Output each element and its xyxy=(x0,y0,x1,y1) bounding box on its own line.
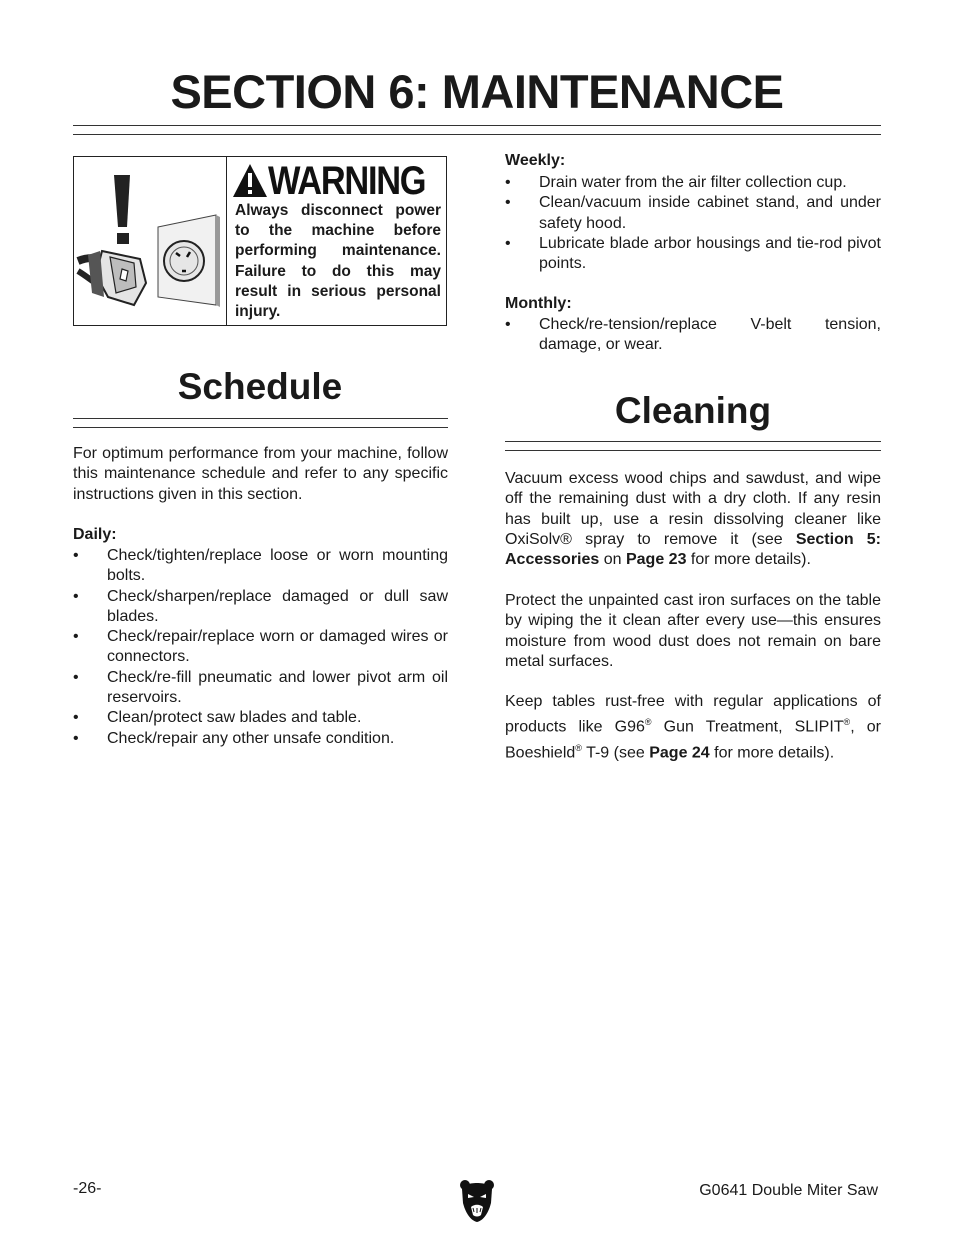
schedule-heading: Schedule xyxy=(177,366,343,407)
list-item: • Lubricate blade arbor housings and tie-rod pivot points. xyxy=(505,234,881,273)
list-item: • Drain water from the air filter collection cup. xyxy=(505,174,847,191)
weekly-list xyxy=(505,173,881,274)
section-5-reference: Section 5: Accessories xyxy=(505,530,882,569)
exclamation-plug-icon xyxy=(74,157,227,325)
monthly-list xyxy=(505,315,881,356)
cleaning-paragraph-1: Vacuum excess wood chips and sawdust, and wipe off the remaining dust with a dry cloth. If any resin has built up, use a resin dissolving cleaner like OxiSolv® spray to remove it (see Section 5: Accessories on Page 23 for more details). xyxy=(505,470,882,569)
cleaning-paragraph-2: Protect the unpainted cast iron surfaces on the table by wiping the it clean after every use—this ensures moisture from wood dust does not remain on bare metal surfaces. xyxy=(505,592,881,670)
warning-header-text: WARNING xyxy=(268,159,426,203)
page-title: SECTION 6: MAINTENANCE xyxy=(170,65,784,118)
daily-list xyxy=(73,546,448,749)
warning-text: Always disconnect power to the machine before performing maintenance. Failure to do this may result in serious personal injury. xyxy=(235,202,441,321)
page-24-reference: Page 24 xyxy=(649,744,710,762)
list-item: • Check/repair/replace worn or damaged wires or connectors. xyxy=(73,628,448,666)
title-rule xyxy=(73,125,881,135)
warning-header xyxy=(232,161,442,201)
list-item: • Check/re-fill pneumatic and lower pivot arm oil reservoirs. xyxy=(73,668,448,707)
schedule-rule xyxy=(73,418,448,428)
cleaning-heading: Cleaning xyxy=(614,390,772,431)
monthly-label: Monthly: xyxy=(505,295,572,312)
list-item: • Check/re-tension/replace V-belt tension, damage, or wear. xyxy=(505,316,881,354)
cleaning-rule xyxy=(505,441,881,451)
warning-box xyxy=(73,156,447,326)
list-item: • Check/tighten/replace loose or worn mounting bolts. xyxy=(73,547,448,585)
grizzly-bear-logo xyxy=(458,1177,496,1223)
page-23-reference: Page 23 xyxy=(625,551,687,569)
list-item: • Check/sharpen/replace damaged or dull saw blades. xyxy=(73,587,448,625)
list-item: • Clean/vacuum inside cabinet stand, and under safety hood. xyxy=(505,194,881,232)
model-name: G0641 Double Miter Saw xyxy=(699,1182,878,1199)
schedule-intro: For optimum performance from your machine, follow this maintenance schedule and refer to any specific instructions given in this section. xyxy=(73,445,448,503)
weekly-label: Weekly: xyxy=(505,152,566,169)
list-item: • Check/repair any other unsafe condition. xyxy=(73,729,395,747)
list-item: • Clean/protect saw blades and table. xyxy=(73,709,362,727)
daily-label: Daily: xyxy=(73,526,117,543)
cleaning-paragraph-3: Keep tables rust-free with regular applications of products like G96® Gun Treatment, SLIPIT®, or Boeshield® T-9 (see Page 24 for more details). xyxy=(505,693,881,762)
page-number: -26- xyxy=(73,1180,102,1197)
